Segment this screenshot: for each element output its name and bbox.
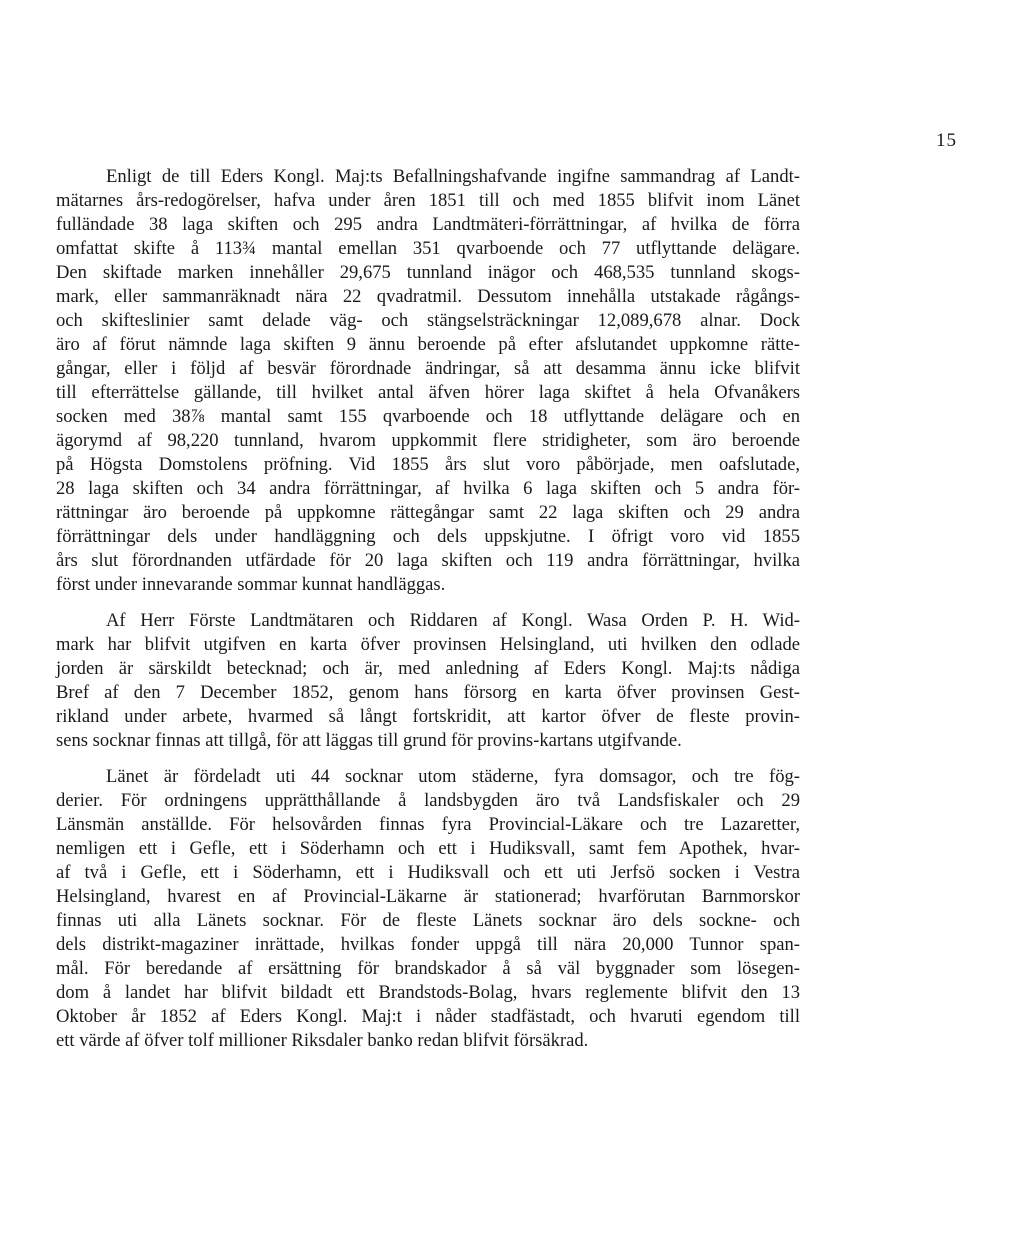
paragraph	[56, 165, 800, 597]
text-line: rikland under arbete, hvarmed så långt fortskridit, att kartor öfver de fleste provin-	[56, 706, 800, 727]
text-line: äro af förut nämnde laga skiften 9 ännu beroende på efter afslutandet uppkomne rätte-	[56, 334, 800, 355]
text-line: fulländade 38 laga skiften och 295 andra Landtmäteri-förrättningar, af hvilka de förra	[56, 214, 800, 235]
text-line: först under innevarande sommar kunnat handläggas.	[56, 574, 446, 595]
text-line: Enligt de till Eders Kongl. Maj:ts Befallningshafvande ingifne sammandrag af Landt-	[106, 166, 800, 187]
text-line: finnas uti alla Länets socknar. För de fleste Länets socknar äro dels sockne- och	[56, 910, 800, 931]
text-line: socken med 38⅞ mantal samt 155 qvarboende och 18 utflyttande delägare och en	[56, 406, 800, 427]
text-line: derier. För ordningens upprätthållande å landsbygden äro två Landsfiskaler och 29	[56, 790, 800, 811]
text-line: nemligen ett i Gefle, ett i Söderhamn och ett i Hudiksvall, samt fem Apothek, hvar-	[56, 838, 800, 859]
text-line: 28 laga skiften och 34 andra förrättningar, af hvilka 6 laga skiften och 5 andra för-	[56, 478, 800, 499]
text-line: års slut förordnanden utfärdade för 20 laga skiften och 119 andra förrättningar, hvilka	[56, 550, 800, 571]
text-line: ett värde af öfver tolf millioner Riksdaler banko redan blifvit försäkrad.	[56, 1030, 589, 1051]
text-line: gångar, eller i följd af besvär förordnade ändringar, så att desamma ännu icke blifvit	[56, 358, 800, 379]
body-text	[56, 165, 800, 1053]
text-line: Oktober år 1852 af Eders Kongl. Maj:t i nåder stadfästadt, och hvaruti egendom till	[56, 1006, 800, 1027]
text-line: Länsmän anställde. För helsovården finnas fyra Provincial-Läkare och tre Lazaretter,	[56, 814, 800, 835]
text-line: mål. För beredande af ersättning för brandskador å så väl byggnader som lösegen-	[56, 958, 800, 979]
text-line: af två i Gefle, ett i Söderhamn, ett i Hudiksvall och ett uti Jerfsö socken i Vestra	[56, 862, 800, 883]
text-line: Bref af den 7 December 1852, genom hans försorg en karta öfver provinsen Gest-	[56, 682, 800, 703]
text-line: omfattat skifte å 113¾ mantal emellan 351 qvarboende och 77 utflyttande delägare.	[56, 238, 800, 259]
text-line: ägorymd af 98,220 tunnland, hvarom uppkommit flere stridigheter, som äro beroende	[56, 430, 800, 451]
text-line: Länet är fördeladt uti 44 socknar utom städerne, fyra domsagor, och tre fög-	[106, 766, 800, 787]
text-line: Helsingland, hvarest en af Provincial-Läkarne är stationerad; hvarförutan Barnmorskor	[56, 886, 800, 907]
text-line: dels distrikt-magaziner inrättade, hvilkas fonder uppgå till nära 20,000 Tunnor span-	[56, 934, 800, 955]
text-line: mark har blifvit utgifven en karta öfver provinsen Helsingland, uti hvilken den odlade	[56, 634, 800, 655]
text-line: mark, eller sammanräknadt nära 22 qvadratmil. Dessutom innehålla utstakade rågångs-	[56, 286, 800, 307]
text-line: mätarnes års-redogörelser, hafva under åren 1851 till och med 1855 blifvit inom Länet	[56, 190, 800, 211]
text-line: dom å landet har blifvit bildadt ett Brandstods-Bolag, hvars reglemente blifvit den 13	[56, 982, 800, 1003]
text-line: Af Herr Förste Landtmätaren och Riddaren af Kongl. Wasa Orden P. H. Wid-	[106, 610, 800, 631]
text-line: till efterrättelse gällande, till hvilket antal äfven hörer laga skiftet å hela Ofvanåkers	[56, 382, 800, 403]
text-line: förrättningar dels under handläggning och dels uppskjutne. I öfrigt voro vid 1855	[56, 526, 800, 547]
text-line: Den skiftade marken innehåller 29,675 tunnland inägor och 468,535 tunnland skogs-	[56, 262, 800, 283]
text-line: på Högsta Domstolens pröfning. Vid 1855 års slut voro påbörjade, men oafslutade,	[56, 454, 800, 475]
text-line: och skifteslinier samt delade väg- och stängselsträckningar 12,089,678 alnar. Dock	[56, 310, 800, 331]
paragraph	[56, 765, 800, 1053]
text-line: rättningar äro beroende på uppkomne rättegångar samt 22 laga skiften och 29 andra	[56, 502, 800, 523]
page-number: 15	[936, 130, 957, 151]
text-line: jorden är särskildt betecknad; och är, med anledning af Eders Kongl. Maj:ts nådiga	[56, 658, 800, 679]
paragraph	[56, 609, 800, 753]
text-line: sens socknar finnas att tillgå, för att läggas till grund för provins-kartans utgifvande.	[56, 730, 682, 751]
